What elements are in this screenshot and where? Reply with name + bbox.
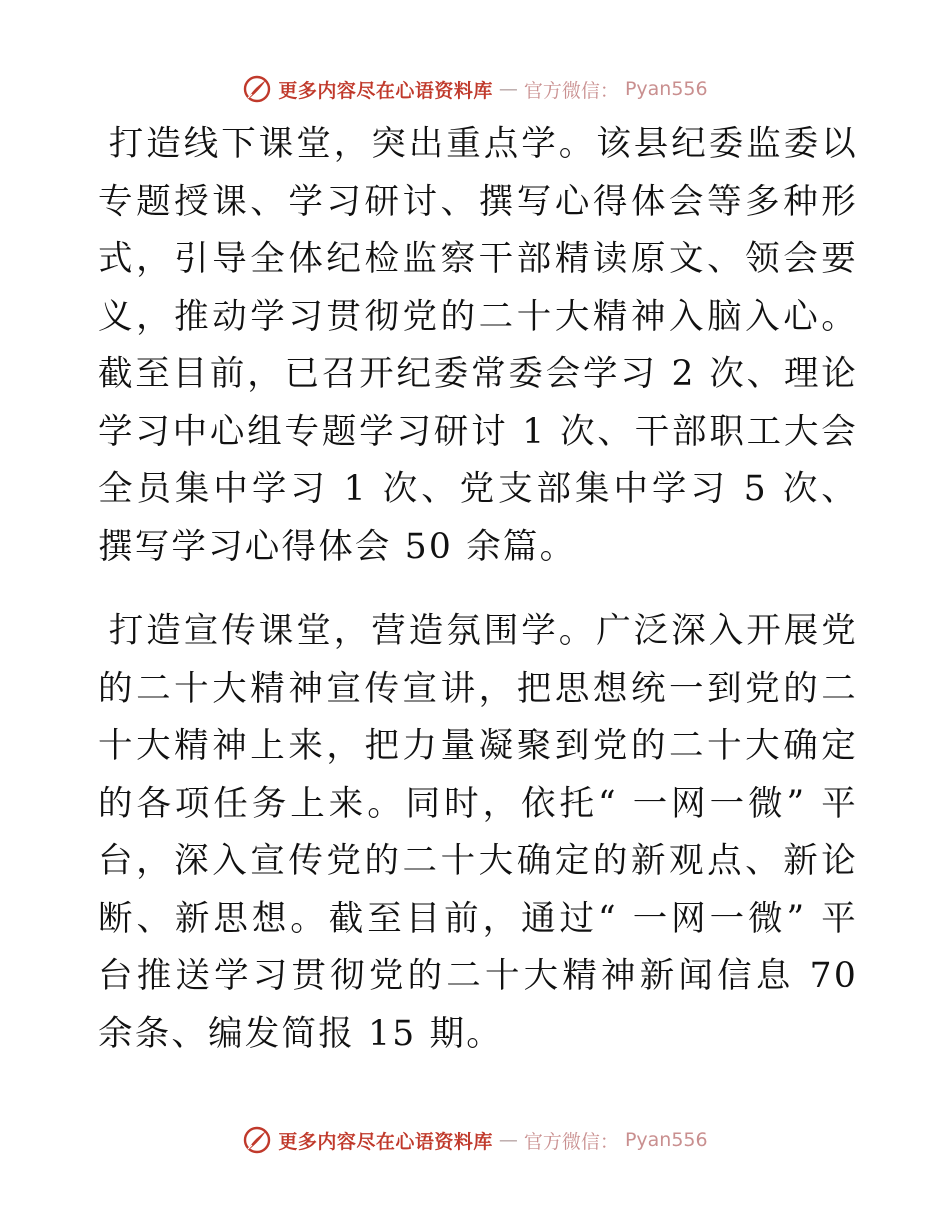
watermark-wechat-id: Pyan556 (624, 1129, 708, 1151)
watermark-wechat-label: 官方微信： (523, 1130, 619, 1153)
body-paragraph-1 (98, 116, 858, 576)
header-watermark (0, 74, 950, 104)
paragraph-text: 打造宣传课堂，营造氛围学。广泛深入开展党的二十大精神宣传宣讲，把思想统一到党的二十大精神上来，把力量凝聚到党的二十大确定的各项任务上来。同时，依托“ 一网一微” 平台，深入宣传党的二十大确定的新观点、新论断、新思想。截至目前，通过“ 一网一微” 平台推送学习贯彻党的二十大精神新闻信息 70 余条、编发简报 15 期。 (98, 611, 858, 1054)
footer-watermark (0, 1125, 950, 1155)
quill-pen-circle-icon (242, 74, 272, 104)
watermark-dash: — (498, 78, 518, 100)
watermark-wechat-label: 官方微信： (523, 79, 619, 102)
watermark-brand-text: 更多内容尽在心语资料库 (278, 79, 493, 102)
paragraph-text: 打造线下课堂，突出重点学。该县纪委监委以专题授课、学习研讨、撰写心得体会等多种形式，引导全体纪检监察干部精读原文、领会要义，推动学习贯彻党的二十大精神入脑入心。截至目前，已召开纪委常委会学习 2 次、理论学习中心组专题学习研讨 1 次、干部职工大会全员集中学习 1 次、党支部集中学习 5 次、撰写学习心得体会 50 余篇。 (98, 124, 858, 567)
watermark-brand-text: 更多内容尽在心语资料库 (278, 1130, 493, 1153)
quill-pen-circle-icon (242, 1125, 272, 1155)
watermark-dash: — (498, 1129, 518, 1151)
body-paragraph-2 (98, 603, 858, 1063)
watermark-wechat-id: Pyan556 (624, 78, 708, 100)
